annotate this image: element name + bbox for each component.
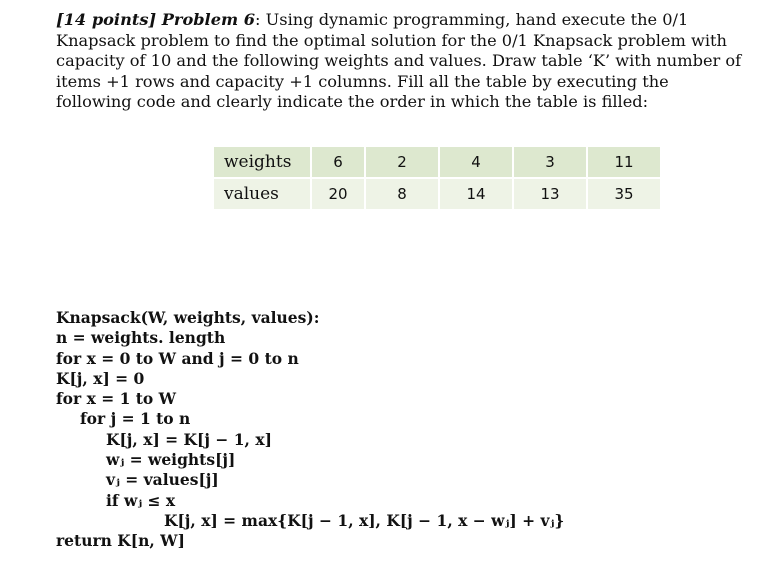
code-line: for x = 0 to W and j = 0 to n: [56, 348, 299, 368]
weights-values-table: [214, 147, 660, 209]
code-line: n = weights. length: [56, 328, 226, 348]
code-line: wⱼ = weights[j]: [106, 450, 236, 470]
value-cell: 13: [513, 178, 587, 209]
code-line: if wⱼ ≤ x: [106, 490, 176, 510]
weight-cell: 3: [513, 147, 587, 178]
code-line-return: return K[n, W]: [56, 531, 185, 551]
table-row-weights: [214, 147, 660, 178]
value-cell: 14: [439, 178, 513, 209]
weight-cell: 11: [587, 147, 660, 178]
weight-cell: 6: [311, 147, 365, 178]
code-line-signature: Knapsack(W, weights, values):: [56, 308, 320, 327]
table-row-values: [214, 178, 660, 209]
problem-body: : Using dynamic programming, hand execute the 0/1 Knapsack problem to find the optimal solution for the 0/1 Knapsack problem with capacity of 10 and the following weights and values. Draw table ‘K’ with number of items +1 rows and capacity +1 columns. Fill all the table by executing the following code and clearly indicate the order in which the table is filled:: [56, 10, 742, 111]
code-line: K[j, x] = max{K[j − 1, x], K[j − 1, x − wⱼ] + vⱼ}: [164, 510, 565, 530]
row-label-values: values: [214, 178, 311, 209]
problem-heading: [14 points] Problem 6: [56, 10, 256, 29]
code-line: for x = 1 to W: [56, 389, 177, 409]
value-cell: 20: [311, 178, 365, 209]
row-label-weights: weights: [214, 147, 311, 178]
value-cell: 8: [365, 178, 439, 209]
pseudocode-block: [56, 308, 564, 552]
weight-cell: 4: [439, 147, 513, 178]
code-line: for j = 1 to n: [80, 409, 191, 429]
code-line: K[j, x] = K[j − 1, x]: [106, 429, 272, 449]
code-line: K[j, x] = 0: [56, 368, 145, 388]
code-line: vⱼ = values[j]: [106, 470, 219, 490]
value-cell: 35: [587, 178, 660, 209]
weight-cell: 2: [365, 147, 439, 178]
problem-statement: [56, 10, 746, 113]
